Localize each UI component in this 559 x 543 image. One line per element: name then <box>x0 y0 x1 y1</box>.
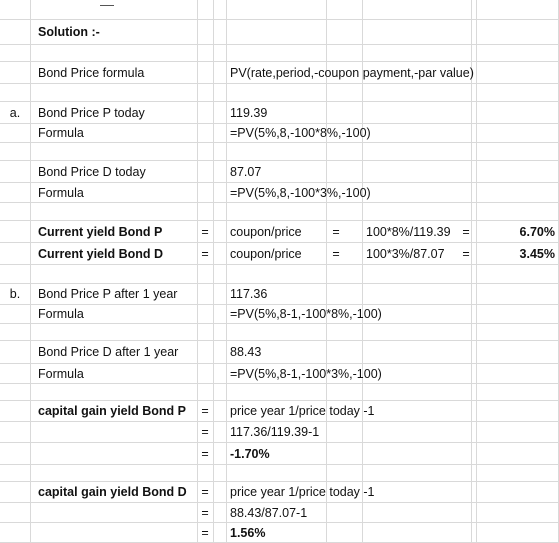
table-row <box>0 443 559 465</box>
table-cell[interactable]: Current yield Bond D <box>38 246 164 261</box>
table-cell[interactable]: b. <box>9 287 21 301</box>
table-row <box>0 523 559 543</box>
table-row <box>0 203 559 221</box>
table-cell[interactable]: Formula <box>38 185 84 200</box>
table-cell[interactable]: = <box>201 485 209 499</box>
table-cell[interactable]: capital gain yield Bond P <box>38 404 186 418</box>
table-cell[interactable]: Formula <box>38 126 84 140</box>
table-row <box>0 384 559 401</box>
table-cell[interactable]: = <box>462 246 470 261</box>
table-row <box>0 62 559 84</box>
table-row <box>0 465 559 482</box>
table-cell[interactable]: 88.43/87.07-1 <box>230 505 308 520</box>
table-cell[interactable]: capital gain yield Bond D <box>38 485 187 499</box>
table-row <box>0 324 559 341</box>
table-cell[interactable]: 100*8%/119.39 <box>366 224 451 239</box>
table-cell[interactable]: PV(rate,period,-coupon payment,-par value) <box>230 65 474 80</box>
table-cell[interactable]: Bond Price P after 1 year <box>38 287 178 301</box>
table-cell[interactable]: 87.07 <box>230 164 262 179</box>
table-cell[interactable]: 88.43 <box>230 345 262 359</box>
table-cell[interactable]: = <box>201 246 209 261</box>
table-row <box>0 243 559 265</box>
table-row <box>0 341 559 364</box>
table-cell[interactable]: a. <box>9 105 21 120</box>
table-row <box>0 401 559 422</box>
table-cell[interactable]: 117.36 <box>230 287 268 301</box>
table-cell[interactable]: =PV(5%,8-1,-100*8%,-100) <box>230 307 382 321</box>
table-row <box>0 364 559 384</box>
table-cell[interactable]: =PV(5%,8-1,-100*3%,-100) <box>230 366 382 381</box>
table-cell[interactable]: 117.36/119.39-1 <box>230 425 320 439</box>
table-row <box>0 0 559 20</box>
table-cell[interactable]: Formula <box>38 366 84 381</box>
table-cell[interactable]: = <box>201 404 209 418</box>
table-row <box>0 183 559 203</box>
table-cell[interactable]: 100*3%/87.07 <box>366 246 445 261</box>
table-cell[interactable]: Solution :- <box>38 25 100 39</box>
table-cell[interactable]: 6.70% <box>519 224 555 239</box>
table-row <box>0 20 559 45</box>
table-cell[interactable]: Bond Price P today <box>38 105 145 120</box>
table-row <box>0 143 559 161</box>
table-cell[interactable]: = <box>462 224 470 239</box>
table-row <box>0 284 559 305</box>
table-cell[interactable]: price year 1/price today -1 <box>230 404 375 418</box>
table-cell[interactable]: coupon/price <box>230 224 302 239</box>
table-cell[interactable]: Bond Price formula <box>38 65 145 80</box>
table-cell[interactable]: Formula <box>38 307 84 321</box>
table-row <box>0 102 559 124</box>
table-row <box>0 265 559 284</box>
table-cell[interactable]: Bond Price D after 1 year <box>38 345 179 359</box>
table-cell[interactable]: =PV(5%,8,-100*3%,-100) <box>230 185 371 200</box>
table-row <box>0 84 559 102</box>
table-row <box>0 161 559 183</box>
table-cell[interactable]: = <box>332 246 340 261</box>
table-cell[interactable]: Bond Price D today <box>38 164 146 179</box>
table-row <box>0 45 559 62</box>
table-cell[interactable]: 3.45% <box>519 246 555 261</box>
table-row <box>0 221 559 243</box>
table-cell[interactable]: = <box>201 525 209 540</box>
table-cell[interactable]: = <box>201 446 209 461</box>
table-cell[interactable]: 119.39 <box>230 105 268 120</box>
table-row <box>0 482 559 503</box>
table-row <box>0 124 559 143</box>
table-cell[interactable]: Current yield Bond P <box>38 224 163 239</box>
table-cell[interactable]: = <box>201 224 209 239</box>
table-cell[interactable]: = <box>332 224 340 239</box>
table-cell[interactable]: 1.56% <box>230 525 266 540</box>
table-cell[interactable]: = <box>201 505 209 520</box>
table-row <box>0 422 559 443</box>
table-row <box>0 503 559 523</box>
table-cell[interactable]: price year 1/price today -1 <box>230 485 375 499</box>
table-cell[interactable]: coupon/price <box>230 246 302 261</box>
table-cell[interactable]: -1.70% <box>230 446 270 461</box>
table-cell[interactable]: = <box>201 425 209 439</box>
table-row <box>0 305 559 324</box>
table-cell[interactable]: =PV(5%,8,-100*8%,-100) <box>230 126 371 140</box>
